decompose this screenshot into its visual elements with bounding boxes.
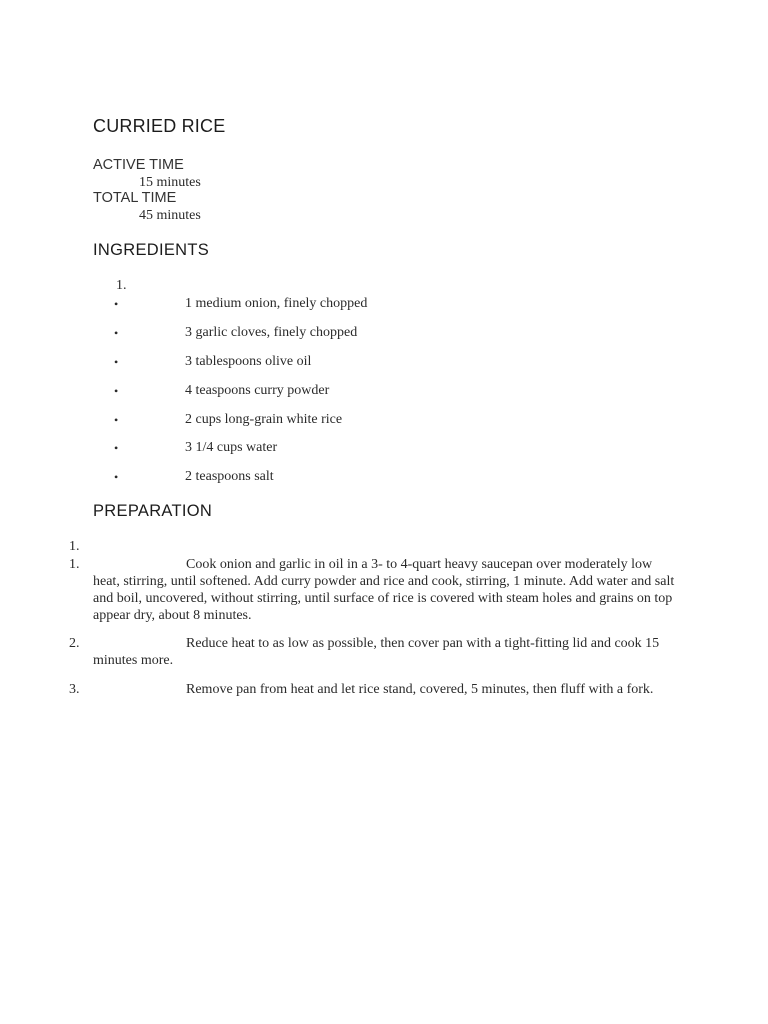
ingredient-text: 2 cups long-grain white rice [185, 412, 343, 427]
bullet: • [114, 326, 119, 340]
bullet: • [114, 384, 119, 398]
ingredients-heading: INGREDIENTS [93, 241, 210, 259]
step-number: 1. [69, 557, 80, 572]
preparation-heading: PREPARATION [93, 502, 213, 520]
ingredient-item [114, 352, 574, 372]
bullet: • [114, 413, 119, 427]
active-time-value: 15 minutes [139, 175, 201, 190]
ingredient-text: 3 1/4 cups water [185, 440, 278, 455]
ingredient-item [114, 438, 574, 458]
preparation-list-number: 1. [69, 539, 80, 554]
ingredient-item [114, 467, 574, 487]
ingredient-text: 3 tablespoons olive oil [185, 354, 312, 369]
ingredient-item [114, 381, 574, 401]
step-text: Cook onion and garlic in oil in a 3- to 4-quart heavy saucepan over moderately low heat, stirring, until softened. Add curry powder and rice and cook, stirring, 1 minute. Add water and salt and boil, uncovered, without stirring, until surface of rice is covered with steam holes and grains on top appear dry, about 8 minutes. [93, 557, 675, 623]
step-text: Reduce heat to as low as possible, then cover pan with a tight-fitting lid and cook 15 minutes more. [93, 636, 660, 668]
recipe-title: CURRIED RICE [93, 116, 226, 136]
step-text: Remove pan from heat and let rice stand, covered, 5 minutes, then fluff with a fork. [186, 682, 654, 697]
ingredients-list-number: 1. [116, 278, 127, 293]
bullet: • [114, 470, 119, 484]
bullet: • [114, 441, 119, 455]
total-time-label: TOTAL TIME [93, 190, 177, 206]
ingredient-item [114, 410, 574, 430]
bullet: • [114, 355, 119, 369]
active-time-label: ACTIVE TIME [93, 157, 184, 173]
ingredient-item [114, 323, 574, 343]
ingredient-text: 2 teaspoons salt [185, 469, 274, 484]
ingredient-item [114, 294, 574, 314]
preparation-step [69, 556, 679, 623]
step-number: 2. [69, 636, 80, 651]
ingredient-text: 3 garlic cloves, finely chopped [185, 325, 358, 340]
step-number: 3. [69, 682, 80, 697]
ingredient-text: 4 teaspoons curry powder [185, 383, 330, 398]
total-time-value: 45 minutes [139, 208, 201, 223]
preparation-step [69, 635, 679, 671]
ingredient-text: 1 medium onion, finely chopped [185, 296, 368, 311]
bullet: • [114, 297, 119, 311]
preparation-step [69, 681, 679, 717]
